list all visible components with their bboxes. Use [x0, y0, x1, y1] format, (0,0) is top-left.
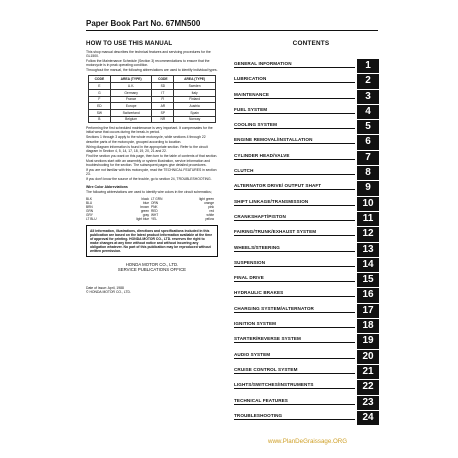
contents-item-label: GENERAL INFORMATION — [234, 61, 355, 68]
intro-paragraph: Follow the Maintenance Schedule (Section 3) recommendations to ensure that the motorcycle is in peak operating condition. — [86, 59, 210, 68]
section-number-tab: 24 — [357, 411, 379, 425]
contents-item — [234, 273, 379, 288]
table-cell: U.K. — [110, 83, 152, 90]
contents-item — [234, 166, 379, 181]
contents-item — [234, 350, 379, 365]
disclaimer-notice: All information, illustrations, directions and specifications included in this publication are based on the latest product information available at the time of approval for printing. HONDA MOTOR CO., LTD. reserves the right to make changes at any time without notice and without incurring any obligation whatever. No part of this publication may be reproduced without written permission. — [86, 225, 218, 258]
contents-item — [234, 197, 379, 212]
section-number-tab: 14 — [357, 258, 379, 272]
contents-item — [234, 227, 379, 242]
table-cell: FI — [152, 96, 174, 103]
table-cell: France — [110, 96, 152, 103]
section-number-tab: 16 — [357, 288, 379, 302]
table-row — [89, 103, 216, 110]
section-number-tab: 5 — [357, 120, 379, 134]
contents-item — [234, 334, 379, 349]
section-number-tab: 19 — [357, 334, 379, 348]
contents-item — [234, 74, 379, 89]
contents-item-label: FUEL SYSTEM — [234, 107, 355, 114]
table-cell: Switzerland — [110, 109, 152, 116]
table-cell: Germany — [110, 89, 152, 96]
body-paragraph: Wiring diagram information is found in the appropriate section. Refer to the circuit diagram in Section 4, 5, 14, 17, 18, 19, 20, 21 and 22. — [86, 144, 208, 153]
contents-item-label: SUSPENSION — [234, 260, 355, 267]
publisher-name: HONDA MOTOR CO., LTD. — [125, 262, 179, 268]
wire-color-entry: RED red — [151, 208, 214, 213]
contents-item-label: CLUTCH — [234, 168, 355, 175]
wire-color-heading: Wire Color Abbreviations — [86, 185, 128, 190]
section-number-tab: 1 — [357, 59, 379, 73]
table-row — [89, 96, 216, 103]
contents-item-label: LUBRICATION — [234, 76, 355, 83]
table-cell: Austria — [174, 103, 216, 110]
table-cell: SW — [89, 109, 111, 116]
publisher-office: SERVICE PUBLICATIONS OFFICE — [117, 267, 187, 273]
body-paragraph: Performing the first scheduled maintenance is very important. It compensates for the initial wear that occurs during the break-in period. — [86, 126, 213, 135]
body-paragraph: If you don't know the source of the trouble, go to section 24, TROUBLESHOOTING. — [86, 177, 212, 182]
table-cell: E — [89, 83, 111, 90]
table-cell: NR — [152, 116, 174, 123]
table-cell: ED — [89, 103, 111, 110]
date-of-issue: Date of Issue: April, 1988 — [86, 285, 124, 290]
contents-item-label: CRANKSHAFT/PISTON — [234, 214, 355, 221]
contents-item — [234, 59, 379, 74]
table-cell: Europe — [110, 103, 152, 110]
wire-color-entry: ORN orange — [151, 200, 214, 205]
section-number-tab: 9 — [357, 181, 379, 195]
contents-item-label: COOLING SYSTEM — [234, 122, 355, 129]
contents-item-label: FAIRING/TRUNK/EXHAUST SYSTEM — [234, 229, 355, 236]
wire-color-intro: The following abbreviations are used to identify wire colors in the circuit schematics; — [86, 190, 212, 195]
contents-item-label: TROUBLESHOOTING — [234, 413, 355, 420]
contents-item-label: MAINTENANCE — [234, 92, 355, 99]
contents-item — [234, 90, 379, 105]
body-paragraph: Most sections start with an assembly or system illustration, service information and troubleshooting for the section. The subsequent pages give detailed procedures. — [86, 158, 210, 168]
contents-item-label: HYDRAULIC BRAKES — [234, 290, 355, 297]
section-number-tab: 13 — [357, 243, 379, 257]
contents-item-label: ALTERNATOR DRIVE/ OUTPUT SHAFT — [234, 183, 355, 190]
contents-list — [234, 59, 379, 426]
section-number-tab: 7 — [357, 151, 379, 165]
table-cell: Italy — [174, 89, 216, 96]
contents-item-label: ENGINE REMOVAL/INSTALLATION — [234, 137, 355, 144]
contents-item — [234, 105, 379, 120]
contents-title: CONTENTS — [292, 40, 330, 47]
issue-info — [86, 286, 218, 294]
wire-color-entry: BLU blue — [86, 200, 149, 205]
contents-item-label: AUDIO SYSTEM — [234, 352, 355, 359]
table-cell: Sweden — [174, 83, 216, 90]
copyright-line: © HONDA MOTOR CO., LTD. — [86, 290, 131, 295]
watermark: www.PlanDeGraissage.ORG — [268, 438, 348, 445]
contents-item — [234, 135, 379, 150]
table-cell: Belgium — [110, 116, 152, 123]
contents-item — [234, 181, 379, 196]
contents-item-label: CRUISE CONTROL SYSTEM — [234, 367, 355, 374]
table-cell: AR — [152, 103, 174, 110]
table-cell: SP — [152, 109, 174, 116]
contents-item — [234, 396, 379, 411]
contents-item — [234, 258, 379, 273]
section-number-tab: 11 — [357, 212, 379, 226]
table-cell: SD — [152, 83, 174, 90]
wire-color-entry: YEL yellow — [151, 216, 214, 221]
table-cell: F — [89, 96, 111, 103]
table-row — [89, 83, 216, 90]
wire-color-list — [86, 197, 218, 221]
section-number-tab: 22 — [357, 380, 379, 394]
section-number-tab: 6 — [357, 135, 379, 149]
table-header: AREA (TYPE) — [174, 76, 216, 83]
contents-item-label: LIGHTS/SWITCHES/INSTRUMENTS — [234, 382, 355, 389]
table-cell: IT — [152, 89, 174, 96]
table-row — [89, 109, 216, 116]
contents-item-label: IGNITION SYSTEM — [234, 321, 355, 328]
section-number-tab: 3 — [357, 90, 379, 104]
wire-color-entry: PNK pink — [151, 204, 214, 209]
table-cell: Finland — [174, 96, 216, 103]
how-to-use-heading: HOW TO USE THIS MANUAL — [86, 40, 173, 47]
top-rule — [86, 30, 378, 31]
part-number: Paper Book Part No. 67MN500 — [86, 19, 201, 28]
wire-color-entry: BRN brown — [86, 204, 149, 209]
table-cell: B — [89, 116, 111, 123]
contents-item — [234, 304, 379, 319]
contents-item — [234, 288, 379, 303]
contents-item — [234, 380, 379, 395]
contents-item-label: FINAL DRIVE — [234, 275, 355, 282]
section-number-tab: 18 — [357, 319, 379, 333]
intro-paragraph: Throughout the manual, the following abbreviations are used to identify individual types. — [86, 68, 218, 73]
contents-item-label: TECHNICAL FEATURES — [234, 398, 355, 405]
contents-item — [234, 120, 379, 135]
section-number-tab: 21 — [357, 365, 379, 379]
table-row — [89, 116, 216, 123]
wire-color-entry: LT GRN light green — [151, 196, 214, 201]
section-number-tab: 15 — [357, 273, 379, 287]
area-codes-table — [88, 75, 216, 123]
table-cell: Norway — [174, 116, 216, 123]
contents-item — [234, 243, 379, 258]
body-paragraph: Sections 1 through 3 apply to the whole motorcycle, while sections 4 through 22 describe parts of the motorcycle, grouped according to location. — [86, 135, 206, 144]
section-number-tab: 10 — [357, 197, 379, 211]
how-to-use-column — [86, 32, 218, 294]
table-header: AREA (TYPE) — [110, 76, 152, 83]
contents-item — [234, 212, 379, 227]
table-cell: Spain — [174, 109, 216, 116]
wire-color-entry: LT BLU light blue — [86, 216, 149, 221]
contents-item-label: WHEELS/STEERING — [234, 245, 355, 252]
contents-item — [234, 411, 379, 426]
section-number-tab: 17 — [357, 304, 379, 318]
section-number-tab: 23 — [357, 396, 379, 410]
body-paragraph: Find the section you want on this page, then turn to the table of contents of that section. — [86, 153, 218, 158]
table-header: CODE — [89, 76, 111, 83]
body-paragraph: If you are not familiar with this motorcycle, read the TECHNICAL FEATURES in section 23. — [86, 168, 217, 177]
contents-item-label: CYLINDER HEAD/VALVE — [234, 153, 355, 160]
contents-item — [234, 365, 379, 380]
intro-paragraph: This shop manual describes the technical features and servicing procedures for the GL1500. — [86, 50, 211, 59]
publisher-block — [86, 262, 218, 273]
wire-color-entry: WHT white — [151, 212, 214, 217]
contents-item — [234, 151, 379, 166]
section-number-tab: 8 — [357, 166, 379, 180]
table-header: CODE — [152, 76, 174, 83]
table-cell: G — [89, 89, 111, 96]
contents-item-label: STARTER/REVERSE SYSTEM — [234, 336, 355, 343]
section-number-tab: 4 — [357, 105, 379, 119]
section-number-tab: 20 — [357, 350, 379, 364]
section-number-tab: 12 — [357, 227, 379, 241]
table-row — [89, 89, 216, 96]
wire-color-entry: GRY gray — [86, 212, 149, 217]
section-number-tab: 2 — [357, 74, 379, 88]
contents-item-label: CHARGING SYSTEM/ALTERNATOR — [234, 306, 355, 313]
wire-color-entry: GRN green — [86, 208, 149, 213]
contents-item — [234, 319, 379, 334]
wire-color-entry: BLK black — [86, 196, 149, 201]
table-header-row — [89, 76, 216, 83]
contents-item-label: SHIFT LINKAGE/TRANSMISSION — [234, 199, 355, 206]
